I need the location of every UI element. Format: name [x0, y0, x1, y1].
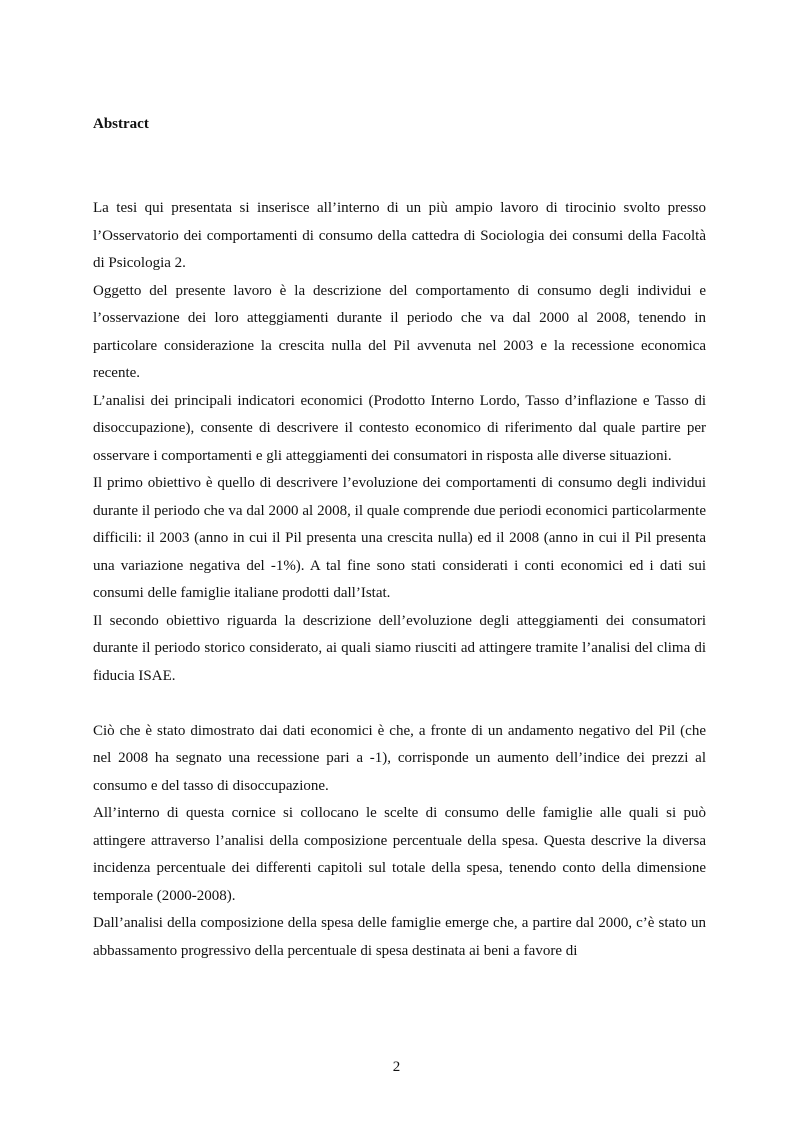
section-heading: Abstract [93, 116, 149, 132]
body-text [93, 195, 706, 965]
paragraph-object: Oggetto del presente lavoro è la descrizione del comportamento di consumo degli individui e l’osservazione dei loro atteggiamenti durante il periodo che va dal 2000 al 2008, tenendo in particolare considerazione la crescita nulla del Pil avvenuta nel 2003 e la recessione economica recente. [93, 282, 706, 381]
paragraph-spending-composition: All’interno di questa cornice si collocano le scelte di consumo delle famiglie alle quali si può attingere attraverso l’analisi della composizione percentuale della spesa. Questa descrive la diversa incidenza percentuale dei differenti capitoli sul totale della spesa, tenendo conto della dimensione temporale (2000-2008). [93, 805, 706, 904]
page-number: 2 [392, 1059, 401, 1075]
paragraph-first-objective: Il primo obiettivo è quello di descrivere l’evoluzione dei comportamenti di consumo degli individui durante il periodo che va dal 2000 al 2008, il quale comprende due periodi economici particolarmente difficili: il 2003 (anno in cui il Pil presenta una crescita nulla) ed il 2008 (anno in cui il Pil presenta una variazione negativa del -1%). A tal fine sono stati considerati i conti economici ed i dati sui consumi delle famiglie italiane prodotti dall’Istat. [93, 475, 706, 601]
paragraph-intro: La tesi qui presentata si inserisce all’interno di un più ampio lavoro di tirocinio svolto presso l’Osservatorio dei comportamenti di consumo della cattedra di Sociologia dei consumi della Facoltà di Psicologia 2. [93, 200, 706, 271]
paragraph-second-objective: Il secondo obiettivo riguarda la descrizione dell’evoluzione degli atteggiamenti dei consumatori durante il periodo storico considerato, ai quali siamo riusciti ad attingere tramite l’analisi del clima di fiducia ISAE. [93, 612, 706, 684]
paragraph-results: Ciò che è stato dimostrato dai dati economici è che, a fronte di un andamento negativo del Pil (che nel 2008 ha segnato una recessione pari a -1), corrisponde un aumento dell’indice dei prezzi al consumo e del tasso di disoccupazione. [93, 722, 706, 794]
paragraph-spending-analysis: Dall’analisi della composizione della spesa delle famiglie emerge che, a partire dal 2000, c’è stato un abbassamento progressivo della percentuale di spesa destinata ai beni a favore di [93, 915, 706, 959]
paragraph-indicators: L’analisi dei principali indicatori economici (Prodotto Interno Lordo, Tasso d’inflazione e Tasso di disoccupazione), consente di descrivere il contesto economico di riferimento dal quale partire per osservare i comportamenti e gli atteggiamenti dei consumatori in risposta alle diverse situazioni. [93, 392, 706, 464]
paragraph-spacer [93, 690, 706, 718]
